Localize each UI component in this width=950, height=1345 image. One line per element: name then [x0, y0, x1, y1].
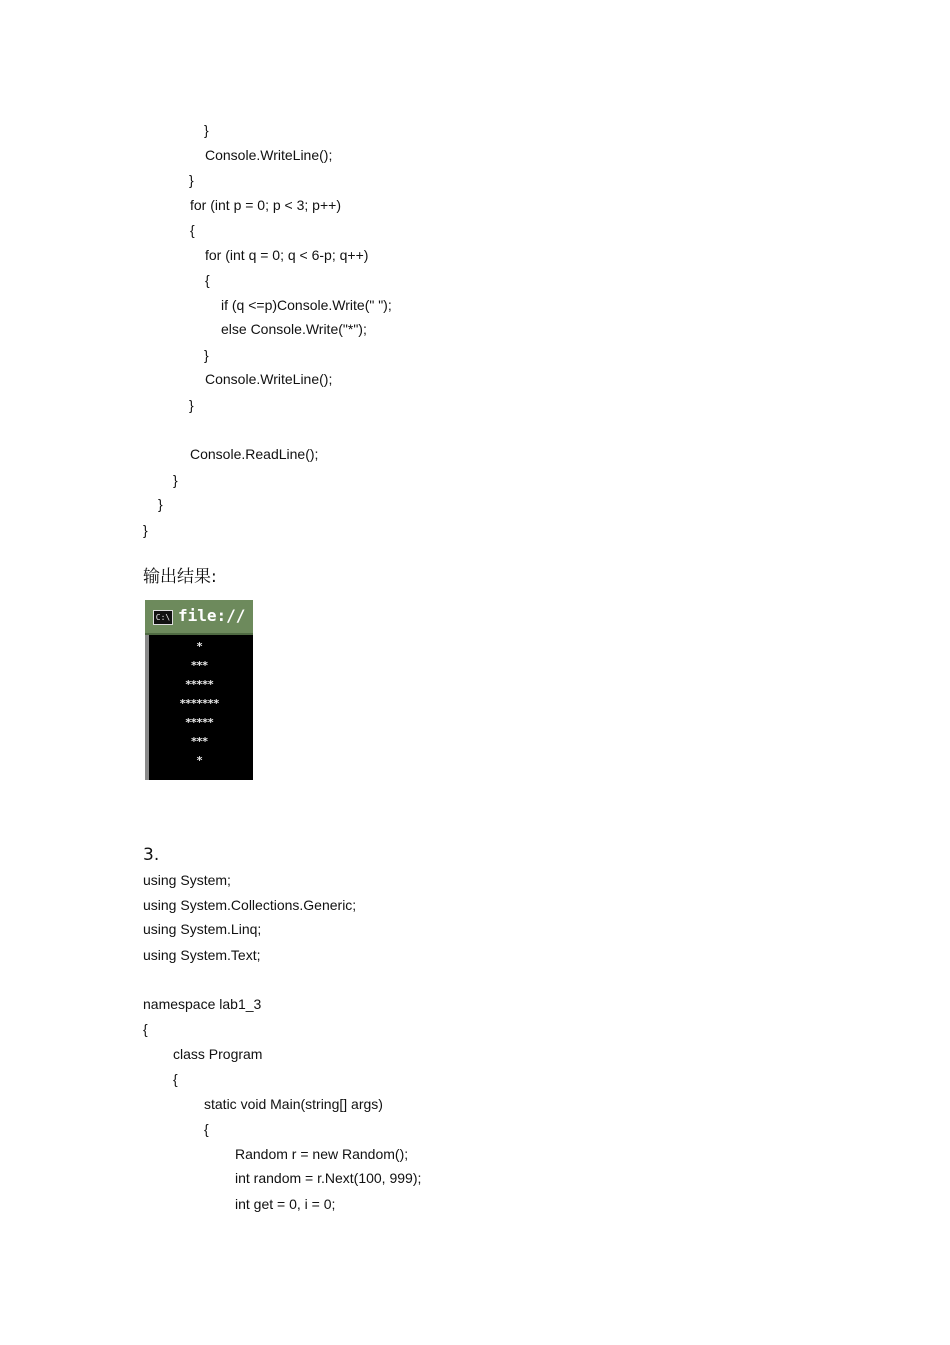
code-line: { [173, 1071, 178, 1087]
console-output-line: * [196, 754, 202, 767]
code-line: using System.Text; [143, 947, 261, 963]
code-line: static void Main(string[] args) [204, 1096, 383, 1112]
code-line: { [143, 1021, 148, 1037]
console-output-line: *** [190, 735, 208, 748]
console-icon: C:\ [153, 610, 173, 625]
output-heading: 输出结果: [143, 567, 217, 587]
console-output-screenshot [145, 600, 253, 780]
code-line: Console.ReadLine(); [190, 446, 319, 462]
code-line: { [190, 222, 195, 238]
console-output-line: ***** [184, 678, 214, 691]
code-line: Console.WriteLine(); [205, 147, 333, 163]
code-line: if (q <=p)Console.Write(" "); [221, 297, 392, 313]
code-line: } [158, 496, 163, 512]
code-line: class Program [173, 1046, 263, 1062]
code-line: int random = r.Next(100, 999); [235, 1170, 422, 1186]
code-line: using System.Linq; [143, 921, 262, 937]
code-line: int get = 0, i = 0; [235, 1196, 336, 1212]
code-line: using System; [143, 872, 231, 888]
code-line: for (int p = 0; p < 3; p++) [190, 197, 341, 213]
code-line: { [205, 272, 210, 288]
code-line: using System.Collections.Generic; [143, 897, 357, 913]
code-line: Console.WriteLine(); [205, 371, 333, 387]
code-line: for (int q = 0; q < 6-p; q++) [205, 247, 369, 263]
code-line: { [204, 1121, 209, 1137]
console-output-line: * [196, 640, 202, 653]
code-line: else Console.Write("*"); [221, 321, 367, 337]
code-line: } [204, 122, 209, 138]
console-output-line: *** [190, 659, 208, 672]
code-line: } [143, 522, 148, 538]
code-line: } [204, 347, 209, 363]
code-line: namespace lab1_3 [143, 996, 262, 1012]
code-line: } [189, 397, 194, 413]
console-output-line: ******* [179, 697, 219, 710]
code-line: } [173, 472, 178, 488]
console-titlebar [145, 600, 253, 635]
section-number: 3. [143, 845, 160, 865]
console-title: file:// [178, 606, 246, 625]
code-line: Random r = new Random(); [235, 1146, 409, 1162]
code-line: } [189, 172, 194, 188]
console-output-line: ***** [184, 716, 214, 729]
